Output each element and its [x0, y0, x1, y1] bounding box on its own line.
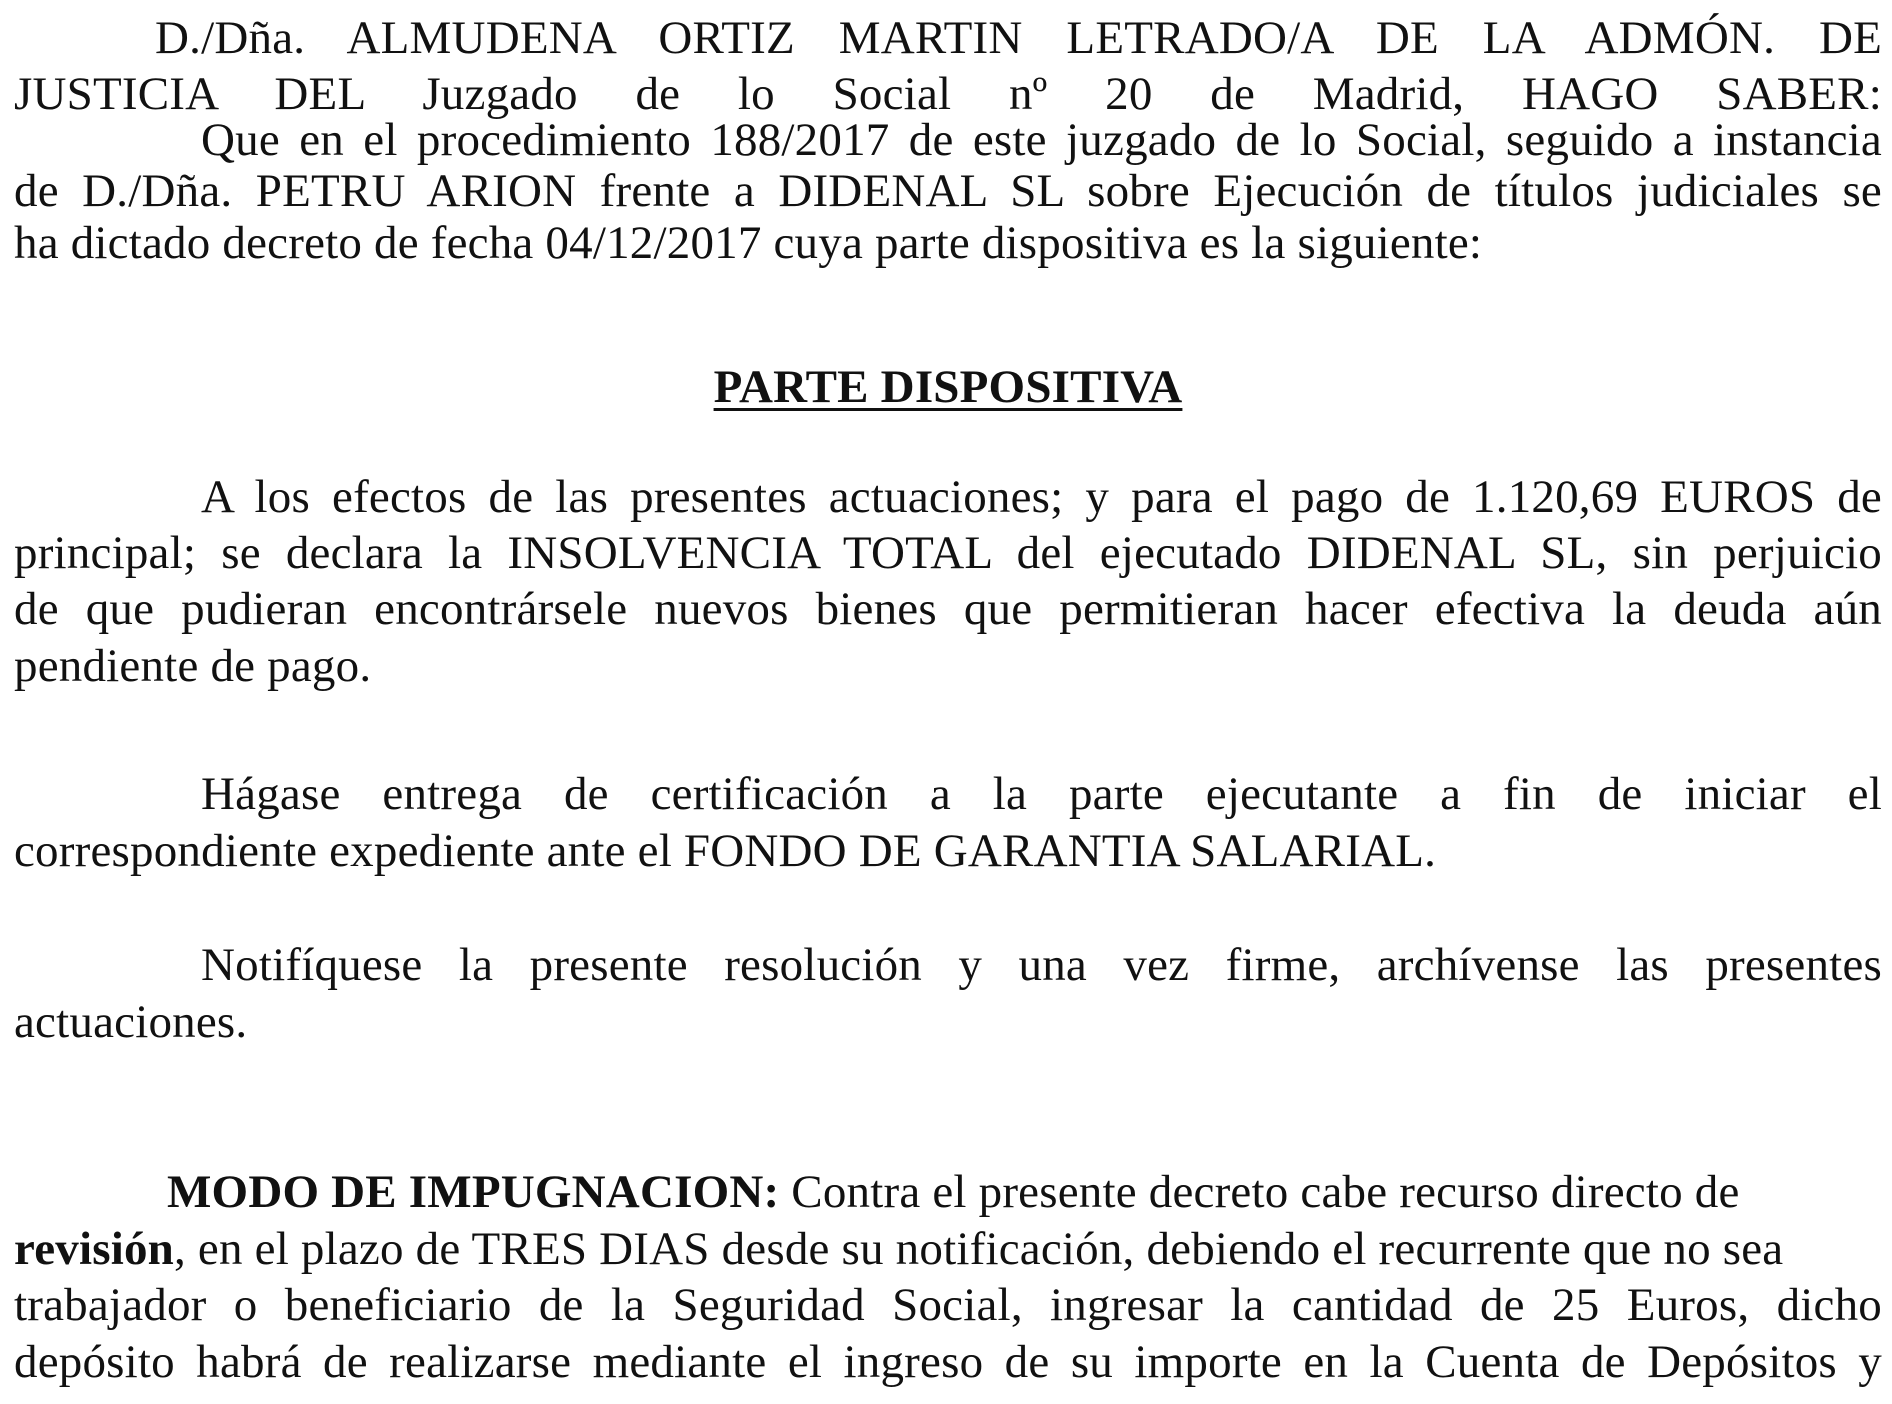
paragraph-1-line-2: principal; se declara la INSOLVENCIA TOTAL del ejecutado DIDENAL SL, sin perjuicio [14, 527, 1882, 579]
impugnacion-label: MODO DE IMPUGNACION: [167, 1166, 780, 1218]
paragraph-1-line-1: A los efectos de las presentes actuaciones; y para el pago de 1.120,69 EUROS de [201, 471, 1882, 523]
section-heading-text: PARTE DISPOSITIVA [713, 361, 1183, 413]
impugnacion-revision: revisión [14, 1223, 175, 1275]
impugnacion-line-2 [14, 1219, 1882, 1279]
paragraph-1-line-4: pendiente de pago. [14, 640, 372, 692]
paragraph-2-line-1: Hágase entrega de certificación a la parte ejecutante a fin de iniciar el [201, 768, 1882, 820]
intro-line-3: ha dictado decreto de fecha 04/12/2017 cuya parte dispositiva es la siguiente: [14, 217, 1483, 269]
impugnacion-line-3: trabajador o beneficiario de la Seguridad Social, ingresar la cantidad de 25 Euros, dicho [14, 1279, 1882, 1331]
header-line-1: D./Dña. ALMUDENA ORTIZ MARTIN LETRADO/A DE LA ADMÓN. DE [155, 12, 1882, 64]
impugnacion-line-4: depósito habrá de realizarse mediante el ingreso de su importe en la Cuenta de Depósitos y [14, 1336, 1882, 1388]
header-line-2: JUSTICIA DEL Juzgado de lo Social nº 20 de Madrid, HAGO SABER: [14, 68, 1882, 120]
paragraph-1-line-3: de que pudieran encontrársele nuevos bienes que permitieran hacer efectiva la deuda aún [14, 583, 1882, 635]
impugnacion-line-2-rest: , en el plazo de TRES DIAS desde su notificación, debiendo el recurrente que no sea [174, 1223, 1784, 1275]
intro-line-2: de D./Dña. PETRU ARION frente a DIDENAL SL sobre Ejecución de títulos judiciales se [14, 165, 1882, 217]
intro-line-1: Que en el procedimiento 188/2017 de este juzgado de lo Social, seguido a instancia [201, 114, 1882, 166]
paragraph-2-line-2: correspondiente expediente ante el FONDO DE GARANTIA SALARIAL. [14, 825, 1437, 877]
paragraph-3-line-1: Notifíquese la presente resolución y una vez firme, archívense las presentes [201, 939, 1882, 991]
paragraph-3-line-2: actuaciones. [14, 996, 248, 1048]
section-heading [14, 357, 1882, 417]
impugnacion-line-1-rest: Contra el presente decreto cabe recurso directo de [779, 1166, 1740, 1218]
impugnacion-line-1 [14, 1162, 1882, 1222]
